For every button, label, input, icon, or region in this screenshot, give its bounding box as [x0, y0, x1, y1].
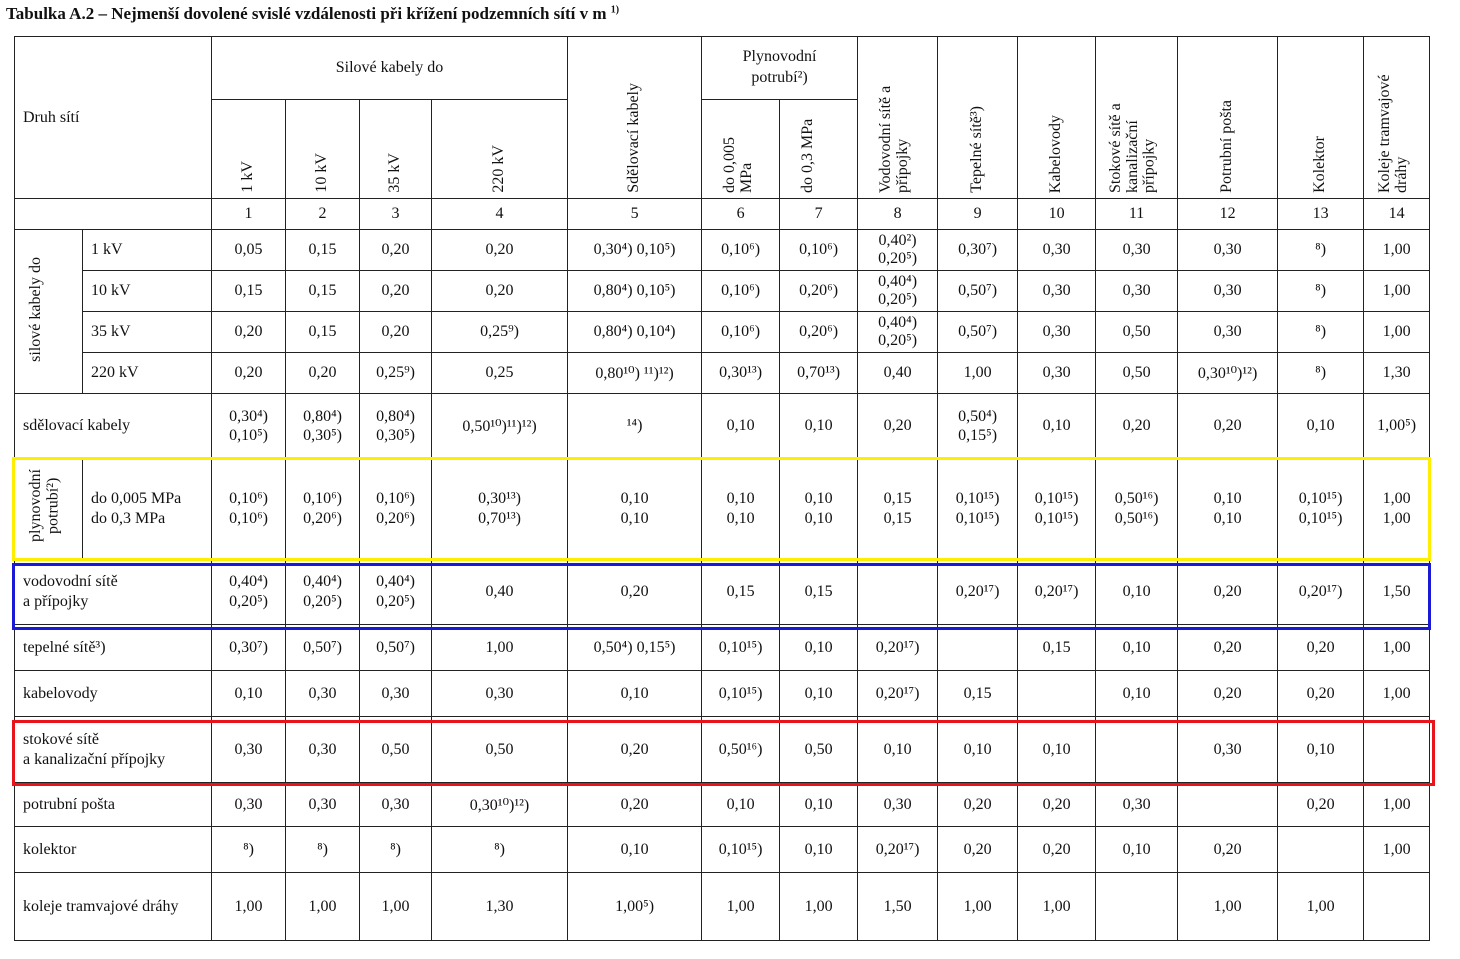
- cell: 1,00⁵): [1364, 394, 1430, 459]
- cell: 0,50⁴) 0,15⁵): [568, 625, 702, 671]
- cell: 0,80⁴) 0,30⁵): [360, 394, 432, 459]
- cell: 0,80⁴) 0,10⁵): [568, 271, 702, 312]
- cell: 1,00: [1364, 271, 1430, 312]
- cell: 0,10: [780, 827, 858, 873]
- cell: 0,10: [780, 783, 858, 827]
- cell: 0,20¹⁷): [858, 625, 938, 671]
- cell: [858, 559, 938, 625]
- cell: 0,40⁴) 0,20⁵): [212, 559, 286, 625]
- cell: 1,50: [1364, 559, 1430, 625]
- cell: 0,20: [432, 271, 568, 312]
- cell: 0,20: [568, 783, 702, 827]
- table-row: [15, 230, 1430, 271]
- cell: 0,40²) 0,20⁵): [858, 230, 938, 271]
- cell: 0,20: [360, 312, 432, 353]
- col-number: 10: [1018, 199, 1096, 230]
- cell: 0,10: [568, 671, 702, 717]
- cell: 0,10: [858, 717, 938, 783]
- cell: 1,00: [1178, 873, 1278, 941]
- cell: 0,10: [1018, 394, 1096, 459]
- row-label: vodovodní sítě a přípojky: [15, 559, 212, 625]
- header-sdelovaci-kabely: Sdělovací kabely: [568, 37, 702, 199]
- col-number: 5: [568, 199, 702, 230]
- col-number: 8: [858, 199, 938, 230]
- cell: 0,20: [568, 717, 702, 783]
- cell: 0,50¹⁶) 0,50¹⁶): [1096, 459, 1178, 559]
- cell: 0,05: [212, 230, 286, 271]
- cell: 0,15: [286, 312, 360, 353]
- cell: 1,30: [1364, 353, 1430, 394]
- cell: 1,00: [212, 873, 286, 941]
- distance-table: [14, 36, 1430, 941]
- cell: 0,40⁴) 0,20⁵): [286, 559, 360, 625]
- cell: 0,20¹⁷): [938, 559, 1018, 625]
- header-numbers-row: [15, 199, 1430, 230]
- cell: 0,50⁷): [286, 625, 360, 671]
- cell: 1,50: [858, 873, 938, 941]
- cell: 1,00: [1364, 625, 1430, 671]
- header-koleje: Koleje tramvajové dráhy: [1364, 37, 1430, 199]
- cell: 0,40: [432, 559, 568, 625]
- cell: 0,30⁷): [938, 230, 1018, 271]
- cell: 0,30⁴) 0,10⁵): [568, 230, 702, 271]
- cell: 0,20: [1178, 559, 1278, 625]
- cell: 0,30: [212, 783, 286, 827]
- cell: 0,50: [1096, 353, 1178, 394]
- cell: 0,10¹⁵) 0,10¹⁵): [938, 459, 1018, 559]
- cell: 0,10: [780, 394, 858, 459]
- header-do-0005: do 0,005 MPa: [702, 99, 780, 198]
- cell: ⁸): [1278, 271, 1364, 312]
- cell: 0,30: [1018, 271, 1096, 312]
- cell: ⁸): [212, 827, 286, 873]
- cell: 1,00: [938, 873, 1018, 941]
- cell: ⁸): [1278, 312, 1364, 353]
- cell: 0,70¹³): [780, 353, 858, 394]
- row-label: tepelné sítě³): [15, 625, 212, 671]
- cell: 1,00: [1278, 873, 1364, 941]
- col-number: 9: [938, 199, 1018, 230]
- row-label: 35 kV: [83, 312, 212, 353]
- cell: 0,10⁶) 0,10⁶): [212, 459, 286, 559]
- cell: 0,10: [212, 671, 286, 717]
- cell: 1,00: [1364, 671, 1430, 717]
- cell: 0,10: [1096, 559, 1178, 625]
- table-row: [15, 459, 1430, 559]
- table-row: [15, 394, 1430, 459]
- cell: ⁸): [1278, 230, 1364, 271]
- cell: 0,10 0,10: [702, 459, 780, 559]
- table-row: [15, 873, 1430, 941]
- cell: [1364, 717, 1430, 783]
- cell: 1,00: [360, 873, 432, 941]
- cell: 1,00: [938, 353, 1018, 394]
- cell: 0,10: [1096, 671, 1178, 717]
- cell: 0,25: [432, 353, 568, 394]
- header-kabelovody: Kabelovody: [1018, 37, 1096, 199]
- cell: [938, 625, 1018, 671]
- cell: 0,10: [568, 827, 702, 873]
- cell: 0,20: [1278, 783, 1364, 827]
- col-number: 14: [1364, 199, 1430, 230]
- cell: 0,15: [212, 271, 286, 312]
- cell: ⁸): [1278, 353, 1364, 394]
- cell: [1178, 783, 1278, 827]
- cell: 0,50: [780, 717, 858, 783]
- cell: 0,10: [702, 783, 780, 827]
- cell: 0,50¹⁰)¹¹)¹²): [432, 394, 568, 459]
- cell: 1,30: [432, 873, 568, 941]
- cell: 0,30⁷): [212, 625, 286, 671]
- table-row: [15, 271, 1430, 312]
- cell: 0,30: [1018, 312, 1096, 353]
- col-number: 3: [360, 199, 432, 230]
- table-row: [15, 625, 1430, 671]
- row-label: do 0,005 MPa do 0,3 MPa: [83, 459, 212, 559]
- cell: 0,10: [1018, 717, 1096, 783]
- cell: 0,10⁶): [702, 230, 780, 271]
- cell: 0,30: [1178, 230, 1278, 271]
- cell: ⁸): [432, 827, 568, 873]
- cell: 0,20: [1178, 625, 1278, 671]
- cell: 0,30: [1096, 271, 1178, 312]
- row-group-plynovodni-potrubi: plynovodní potrubí²): [15, 459, 83, 559]
- cell: 1,00: [1364, 827, 1430, 873]
- cell: [1364, 873, 1430, 941]
- cell: 0,20¹⁷): [1278, 559, 1364, 625]
- header-plynovodni-potrubi: Plynovodní potrubí²): [702, 37, 858, 100]
- header-potrubni-posta: Potrubní pošta: [1178, 37, 1278, 199]
- cell: 0,50: [1096, 312, 1178, 353]
- cell: 0,20: [1278, 625, 1364, 671]
- cell: 0,20¹⁷): [1018, 559, 1096, 625]
- cell: 0,10¹⁵) 0,10¹⁵): [1018, 459, 1096, 559]
- cell: 0,30: [286, 717, 360, 783]
- cell: 1,00: [1364, 783, 1430, 827]
- cell: 0,20: [212, 353, 286, 394]
- table-row: [15, 312, 1430, 353]
- cell: [1018, 671, 1096, 717]
- row-label: kabelovody: [15, 671, 212, 717]
- cell: 0,10⁶): [702, 312, 780, 353]
- cell: 0,20: [432, 230, 568, 271]
- cell: 0,15: [1018, 625, 1096, 671]
- cell: 0,30: [360, 671, 432, 717]
- cell: 0,10¹⁵) 0,10¹⁵): [1278, 459, 1364, 559]
- table-row: [15, 559, 1430, 625]
- cell: 0,20: [1178, 394, 1278, 459]
- header-35kv: 35 kV: [360, 99, 432, 198]
- cell: 0,20: [938, 827, 1018, 873]
- cell: 0,30: [432, 671, 568, 717]
- cell: 0,20: [360, 271, 432, 312]
- cell: 0,20: [1096, 394, 1178, 459]
- col-number: 1: [212, 199, 286, 230]
- header-220kv: 220 kV: [432, 99, 568, 198]
- cell: 0,15: [286, 230, 360, 271]
- header-tepelne-site: Tepelné sítě³): [938, 37, 1018, 199]
- header-10kv: 10 kV: [286, 99, 360, 198]
- cell: 1,00: [702, 873, 780, 941]
- cell: 0,10¹⁵): [702, 625, 780, 671]
- cell: 0,20: [1178, 671, 1278, 717]
- cell: 0,15: [702, 559, 780, 625]
- header-druh-siti: Druh sítí: [15, 37, 212, 199]
- row-label: 10 kV: [83, 271, 212, 312]
- cell: 0,30⁴) 0,10⁵): [212, 394, 286, 459]
- cell: 0,10¹⁵): [702, 827, 780, 873]
- cell: 0,30¹³): [702, 353, 780, 394]
- cell: 0,10⁶): [780, 230, 858, 271]
- cell: 0,50⁷): [360, 625, 432, 671]
- header-vodovodni-site: Vodovodní sítě a přípojky: [858, 37, 938, 199]
- cell: 0,15: [938, 671, 1018, 717]
- cell: 0,40⁴) 0,20⁵): [858, 312, 938, 353]
- cell: 0,50¹⁶): [702, 717, 780, 783]
- cell: 1,00: [780, 873, 858, 941]
- cell: 0,15 0,15: [858, 459, 938, 559]
- cell: 0,20: [1018, 783, 1096, 827]
- cell: ¹⁴): [568, 394, 702, 459]
- cell: 0,25⁹): [432, 312, 568, 353]
- col-number: 2: [286, 199, 360, 230]
- cell: 0,30: [1018, 230, 1096, 271]
- cell: 0,20¹⁷): [858, 671, 938, 717]
- cell: 0,40: [858, 353, 938, 394]
- col-number: 6: [702, 199, 780, 230]
- cell: 1,00 1,00: [1364, 459, 1430, 559]
- row-label: sdělovací kabely: [15, 394, 212, 459]
- cell: 0,30: [1178, 271, 1278, 312]
- cell: 0,30: [1018, 353, 1096, 394]
- row-label: koleje tramvajové dráhy: [15, 873, 212, 941]
- header-silove-kabely: Silové kabely do: [212, 37, 568, 100]
- cell: 0,30¹⁰)¹²): [432, 783, 568, 827]
- cell: 0,30: [286, 671, 360, 717]
- table-row: [15, 783, 1430, 827]
- cell: 0,80¹⁰) ¹¹)¹²): [568, 353, 702, 394]
- cell: 0,20: [858, 394, 938, 459]
- cell: 0,30: [360, 783, 432, 827]
- header-do-03: do 0,3 MPa: [780, 99, 858, 198]
- cell: 0,30¹⁰)¹²): [1178, 353, 1278, 394]
- col-number: 4: [432, 199, 568, 230]
- header-stokove-site: Stokové sítě a kanalizační přípojky: [1096, 37, 1178, 199]
- cell: 1,00⁵): [568, 873, 702, 941]
- cell: 0,15: [780, 559, 858, 625]
- table-row: [15, 671, 1430, 717]
- col-number: 13: [1278, 199, 1364, 230]
- cell: 0,80⁴) 0,30⁵): [286, 394, 360, 459]
- cell: 0,20: [1278, 671, 1364, 717]
- cell: 0,30: [858, 783, 938, 827]
- cell: 0,30: [1178, 717, 1278, 783]
- cell: 0,20: [568, 559, 702, 625]
- cell: 0,10: [1096, 625, 1178, 671]
- cell: 0,20¹⁷): [858, 827, 938, 873]
- cell: 0,80⁴) 0,10⁴): [568, 312, 702, 353]
- cell: 0,10: [1278, 394, 1364, 459]
- cell: 1,00: [1018, 873, 1096, 941]
- cell: [1096, 873, 1178, 941]
- cell: [1278, 827, 1364, 873]
- cell: 0,10⁶) 0,20⁶): [286, 459, 360, 559]
- cell: 1,00: [286, 873, 360, 941]
- row-label: 220 kV: [83, 353, 212, 394]
- cell: 0,10 0,10: [568, 459, 702, 559]
- cell: 0,20: [938, 783, 1018, 827]
- cell: 0,50⁷): [938, 271, 1018, 312]
- cell: 0,10⁶): [702, 271, 780, 312]
- cell: 0,50: [432, 717, 568, 783]
- cell: 0,20: [212, 312, 286, 353]
- cell: 0,30: [1096, 783, 1178, 827]
- cell: 0,20: [1018, 827, 1096, 873]
- cell: 0,30¹³) 0,70¹³): [432, 459, 568, 559]
- cell: 0,30: [212, 717, 286, 783]
- col-number: 7: [780, 199, 858, 230]
- row-label: potrubní pošta: [15, 783, 212, 827]
- cell: 0,25⁹): [360, 353, 432, 394]
- cell: 0,10: [780, 671, 858, 717]
- cell: 0,15: [286, 271, 360, 312]
- col-number: 12: [1178, 199, 1278, 230]
- cell: 0,10: [702, 394, 780, 459]
- col-number: 11: [1096, 199, 1178, 230]
- cell: 1,00: [1364, 312, 1430, 353]
- cell: 0,10: [938, 717, 1018, 783]
- table-row: [15, 353, 1430, 394]
- cell: 0,20⁶): [780, 312, 858, 353]
- cell: 1,00: [1364, 230, 1430, 271]
- cell: 0,20⁶): [780, 271, 858, 312]
- cell: 0,10 0,10: [780, 459, 858, 559]
- row-label: 1 kV: [83, 230, 212, 271]
- header-1kv: 1 kV: [212, 99, 286, 198]
- row-label: stokové sítě a kanalizační přípojky: [15, 717, 212, 783]
- cell: 0,30: [1096, 230, 1178, 271]
- cell: 0,20: [286, 353, 360, 394]
- cell: 0,50⁴) 0,15⁵): [938, 394, 1018, 459]
- cell: 0,10¹⁵): [702, 671, 780, 717]
- table-row: [15, 717, 1430, 783]
- cell: 0,10 0,10: [1178, 459, 1278, 559]
- cell: 0,20: [360, 230, 432, 271]
- cell: 0,50: [360, 717, 432, 783]
- cell: 0,10: [1278, 717, 1364, 783]
- cell: [1096, 717, 1178, 783]
- table-row: [15, 827, 1430, 873]
- cell: 0,10: [780, 625, 858, 671]
- row-group-silove-kabely: silové kabely do: [15, 230, 83, 394]
- cell: 0,20: [1178, 827, 1278, 873]
- cell: 0,30: [1178, 312, 1278, 353]
- row-label: kolektor: [15, 827, 212, 873]
- cell: 0,50⁷): [938, 312, 1018, 353]
- cell: 0,10: [1096, 827, 1178, 873]
- cell: 0,10⁶) 0,20⁶): [360, 459, 432, 559]
- cell: 0,30: [286, 783, 360, 827]
- header-kolektor: Kolektor: [1278, 37, 1364, 199]
- cell: 0,40⁴) 0,20⁵): [858, 271, 938, 312]
- cell: 1,00: [432, 625, 568, 671]
- cell: 0,40⁴) 0,20⁵): [360, 559, 432, 625]
- table-title: Tabulka A.2 – Nejmenší dovolené svislé vzdálenosti při křížení podzemních sítí v m $^{1)}$: [6, 4, 620, 23]
- cell: ⁸): [360, 827, 432, 873]
- cell: ⁸): [286, 827, 360, 873]
